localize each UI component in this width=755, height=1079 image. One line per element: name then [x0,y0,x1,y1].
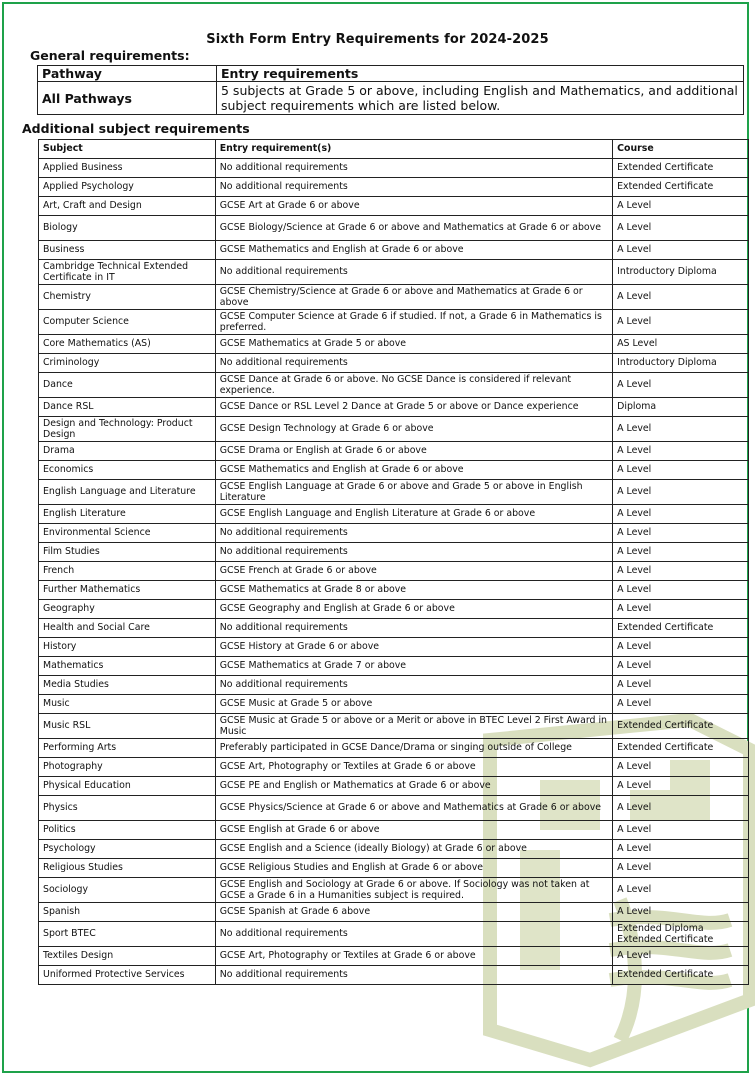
requirement-cell: No additional requirements [215,260,612,285]
requirement-cell: GCSE Drama or English at Grade 6 or above [215,442,612,461]
table-row [39,178,749,197]
course-cell: A Level [613,543,749,562]
subject-cell: Art, Craft and Design [39,197,216,216]
subject-cell: Geography [39,600,216,619]
subject-cell: Chemistry [39,285,216,310]
subject-cell: Film Studies [39,543,216,562]
course-cell: Extended Certificate [613,966,749,985]
requirement-cell: GCSE English Language and English Literature at Grade 6 or above [215,505,612,524]
table-row [38,82,744,115]
requirement-cell: GCSE Music at Grade 5 or above or a Merit or above in BTEC Level 2 First Award in Music [215,714,612,739]
course-cell: A Level [613,285,749,310]
subject-cell: Spanish [39,903,216,922]
course-cell: AS Level [613,335,749,354]
subject-cell: Computer Science [39,310,216,335]
table-row [39,442,749,461]
table-header-row [38,66,744,82]
subject-table-body [39,140,749,985]
requirement-cell: GCSE Mathematics at Grade 5 or above [215,335,612,354]
table-row [39,505,749,524]
course-cell: A Level [613,216,749,241]
subject-cell: Environmental Science [39,524,216,543]
course-cell: A Level [613,947,749,966]
table-row [39,903,749,922]
table-row [39,562,749,581]
header-entry-requirements: Entry requirement(s) [215,140,612,159]
course-cell: A Level [613,417,749,442]
subject-cell: English Language and Literature [39,480,216,505]
subject-cell: Media Studies [39,676,216,695]
course-cell: A Level [613,903,749,922]
table-row [39,777,749,796]
course-cell: A Level [613,758,749,777]
requirement-cell: GCSE Computer Science at Grade 6 if studied. If not, a Grade 6 in Mathematics is preferred. [215,310,612,335]
subject-cell: Photography [39,758,216,777]
course-cell: A Level [613,859,749,878]
general-requirements-heading: General requirements: [30,48,190,63]
course-cell: A Level [613,581,749,600]
table-row [39,695,749,714]
requirement-cell: No additional requirements [215,159,612,178]
subject-cell: Physical Education [39,777,216,796]
table-row [39,739,749,758]
course-cell: A Level [613,821,749,840]
subject-cell: Music RSL [39,714,216,739]
subject-cell: Dance RSL [39,398,216,417]
subject-cell: Further Mathematics [39,581,216,600]
subject-cell: Textiles Design [39,947,216,966]
table-row [39,310,749,335]
requirement-cell: No additional requirements [215,178,612,197]
course-cell: A Level [613,241,749,260]
additional-requirements-heading: Additional subject requirements [22,121,250,136]
subject-cell: Criminology [39,354,216,373]
requirement-cell: No additional requirements [215,524,612,543]
table-row [39,216,749,241]
course-cell: Extended Certificate [613,739,749,758]
table-row [39,480,749,505]
table-row [39,821,749,840]
table-row [39,714,749,739]
course-cell: Extended Certificate [613,619,749,638]
course-cell: A Level [613,878,749,903]
subject-cell: Psychology [39,840,216,859]
table-row [39,373,749,398]
requirement-cell: GCSE History at Grade 6 or above [215,638,612,657]
subject-cell: Religious Studies [39,859,216,878]
course-cell: Extended Certificate [613,159,749,178]
table-row [39,600,749,619]
table-row [39,619,749,638]
subject-cell: Drama [39,442,216,461]
requirement-cell: 5 subjects at Grade 5 or above, including English and Mathematics, and additional subject requirements which are listed below. [217,82,744,115]
requirement-cell: Preferably participated in GCSE Dance/Drama or singing outside of College [215,739,612,758]
subject-cell: Politics [39,821,216,840]
table-row [39,947,749,966]
table-row [39,878,749,903]
table-row [39,922,749,947]
course-cell: A Level [613,480,749,505]
table-row [39,197,749,216]
table-row [39,159,749,178]
requirement-cell: No additional requirements [215,676,612,695]
subject-cell: English Literature [39,505,216,524]
course-cell: Diploma [613,398,749,417]
subject-requirements-table [38,139,749,985]
subject-cell: Sport BTEC [39,922,216,947]
subject-cell: Performing Arts [39,739,216,758]
header-pathway: Pathway [38,66,217,82]
requirement-cell: GCSE Spanish at Grade 6 above [215,903,612,922]
requirement-cell: GCSE Art at Grade 6 or above [215,197,612,216]
course-cell: A Level [613,197,749,216]
requirement-cell: GCSE Mathematics at Grade 8 or above [215,581,612,600]
course-cell: A Level [613,505,749,524]
subject-cell: Uniformed Protective Services [39,966,216,985]
subject-cell: Cambridge Technical Extended Certificate in IT [39,260,216,285]
table-row [39,676,749,695]
requirement-cell: GCSE Biology/Science at Grade 6 or above and Mathematics at Grade 6 or above [215,216,612,241]
course-cell: A Level [613,562,749,581]
table-row [39,796,749,821]
course-cell: A Level [613,461,749,480]
requirement-cell: No additional requirements [215,922,612,947]
course-cell: Introductory Diploma [613,260,749,285]
subject-cell: French [39,562,216,581]
requirement-cell: GCSE Chemistry/Science at Grade 6 or above and Mathematics at Grade 6 or above [215,285,612,310]
subject-cell: History [39,638,216,657]
course-cell: A Level [613,442,749,461]
subject-cell: Applied Business [39,159,216,178]
requirement-cell: GCSE Dance or RSL Level 2 Dance at Grade 5 or above or Dance experience [215,398,612,417]
requirement-cell: GCSE English and Sociology at Grade 6 or above. If Sociology was not taken at GCSE a Grade 6 in a Humanities subject is required. [215,878,612,903]
table-row [39,260,749,285]
table-row [39,966,749,985]
subject-cell: Business [39,241,216,260]
table-header-row [39,140,749,159]
course-cell: A Level [613,524,749,543]
course-cell: A Level [613,695,749,714]
course-cell: A Level [613,310,749,335]
table-row [39,417,749,442]
course-cell: A Level [613,777,749,796]
requirement-cell: GCSE Art, Photography or Textiles at Grade 6 or above [215,947,612,966]
requirement-cell: GCSE French at Grade 6 or above [215,562,612,581]
course-cell: A Level [613,840,749,859]
requirement-cell: GCSE Art, Photography or Textiles at Grade 6 or above [215,758,612,777]
requirement-cell: GCSE Design Technology at Grade 6 or above [215,417,612,442]
header-entry-requirements: Entry requirements [217,66,744,82]
page-title: Sixth Form Entry Requirements for 2024-2025 [206,32,549,47]
subject-cell: Design and Technology: Product Design [39,417,216,442]
table-row [39,241,749,260]
course-cell: Introductory Diploma [613,354,749,373]
subject-cell: Mathematics [39,657,216,676]
requirement-cell: GCSE Mathematics at Grade 7 or above [215,657,612,676]
subject-cell: Sociology [39,878,216,903]
requirement-cell: GCSE Religious Studies and English at Grade 6 or above [215,859,612,878]
table-row [39,285,749,310]
table-row [39,859,749,878]
table-row [39,657,749,676]
course-cell: A Level [613,796,749,821]
course-cell: A Level [613,638,749,657]
requirement-cell: GCSE English Language at Grade 6 or above and Grade 5 or above in English Literature [215,480,612,505]
requirement-cell: GCSE Music at Grade 5 or above [215,695,612,714]
course-cell: A Level [613,676,749,695]
requirement-cell: No additional requirements [215,966,612,985]
pathway-cell: All Pathways [38,82,217,115]
requirement-cell: GCSE Mathematics and English at Grade 6 or above [215,461,612,480]
requirement-cell: GCSE Physics/Science at Grade 6 or above and Mathematics at Grade 6 or above [215,796,612,821]
course-cell: Extended Certificate [613,714,749,739]
requirement-cell: No additional requirements [215,619,612,638]
course-cell: A Level [613,373,749,398]
requirement-cell: GCSE Dance at Grade 6 or above. No GCSE Dance is considered if relevant experience. [215,373,612,398]
requirement-cell: No additional requirements [215,354,612,373]
header-subject: Subject [39,140,216,159]
header-course: Course [613,140,749,159]
table-row [39,398,749,417]
table-row [39,524,749,543]
subject-cell: Music [39,695,216,714]
subject-cell: Applied Psychology [39,178,216,197]
table-row [39,354,749,373]
subject-cell: Core Mathematics (AS) [39,335,216,354]
table-row [39,461,749,480]
requirement-cell: No additional requirements [215,543,612,562]
subject-cell: Dance [39,373,216,398]
requirement-cell: GCSE Geography and English at Grade 6 or above [215,600,612,619]
table-row [39,543,749,562]
subject-cell: Health and Social Care [39,619,216,638]
subject-cell: Physics [39,796,216,821]
general-requirements-table [37,65,744,115]
course-cell: A Level [613,600,749,619]
table-row [39,758,749,777]
course-cell: Extended Certificate [613,178,749,197]
course-cell: A Level [613,657,749,676]
course-cell: Extended Diploma Extended Certificate [613,922,749,947]
requirement-cell: GCSE English at Grade 6 or above [215,821,612,840]
requirement-cell: GCSE Mathematics and English at Grade 6 or above [215,241,612,260]
table-row [39,335,749,354]
requirement-cell: GCSE PE and English or Mathematics at Grade 6 or above [215,777,612,796]
subject-cell: Economics [39,461,216,480]
table-row [39,581,749,600]
table-row [39,840,749,859]
table-row [39,638,749,657]
subject-cell: Biology [39,216,216,241]
requirement-cell: GCSE English and a Science (ideally Biology) at Grade 6 or above [215,840,612,859]
